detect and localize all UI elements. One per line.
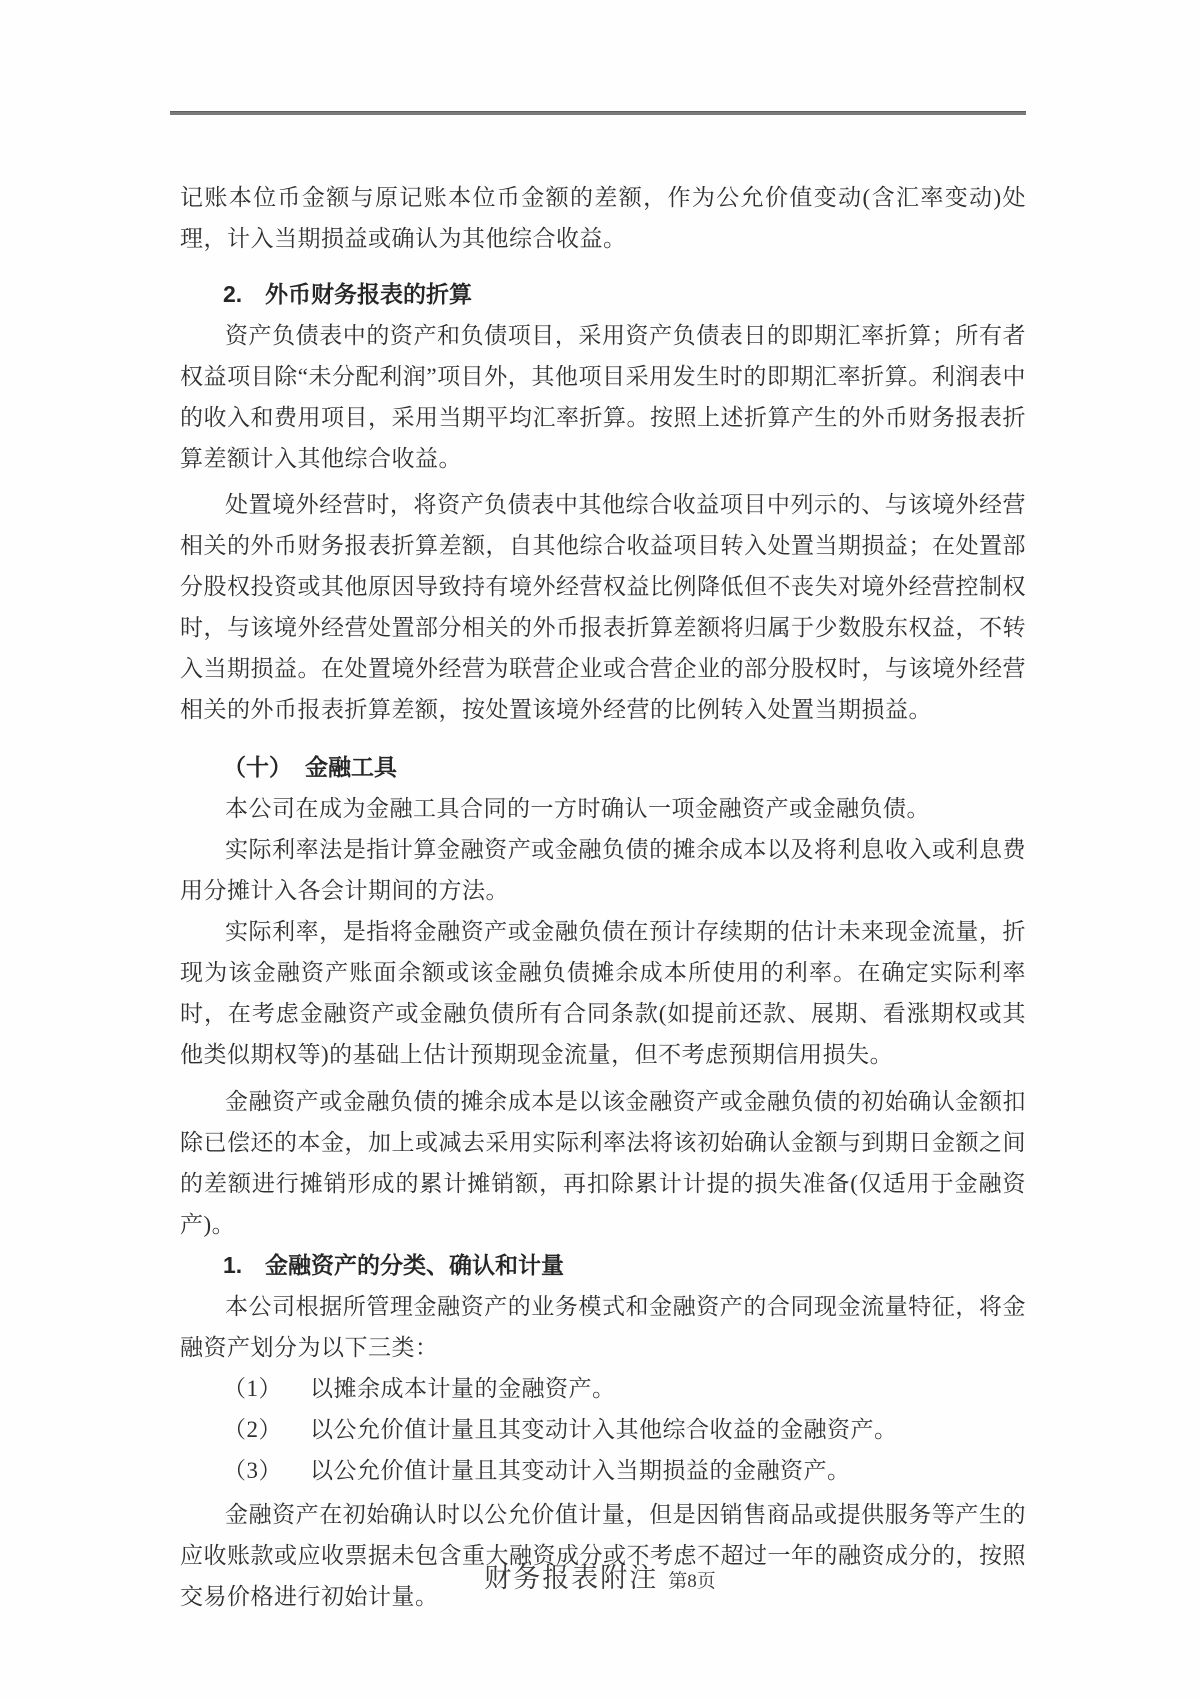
list-item-text: 以公允价值计量且其变动计入其他综合收益的金融资产。 <box>310 1417 898 1442</box>
heading-fx-translation <box>180 274 1026 315</box>
list-item-text: 以摊余成本计量的金融资产。 <box>310 1376 616 1401</box>
paragraph-classification-intro: 本公司根据所管理金融资产的业务模式和金融资产的合同现金流量特征，将金融资产划分为以下三类： <box>180 1294 1026 1360</box>
header-divider <box>170 111 1026 115</box>
heading-title: 金融资产的分类、确认和计量 <box>265 1252 564 1278</box>
heading-title: 外币财务报表的折算 <box>265 281 472 307</box>
paragraph-fi-1: 本公司在成为金融工具合同的一方时确认一项金融资产或金融负债。 <box>225 796 930 821</box>
paragraph-fi-3: 实际利率，是指将金融资产或金融负债在预计存续期的估计未来现金流量，折现为该金融资产账面余额或该金融负债摊余成本所使用的利率。在确定实际利率时，在考虑金融资产或金融负债所有合同条款(如提前还款、展期、看涨期权或其他类似期权等)的基础上估计预期现金流量，但不考虑预期信用损失。 <box>180 919 1026 1067</box>
footer-title: 财务报表附注 <box>484 1563 659 1593</box>
heading-financial-instruments <box>180 747 1026 788</box>
heading-title: 金融工具 <box>305 754 397 780</box>
list-item <box>180 1409 1026 1450</box>
list-item <box>180 1368 1026 1409</box>
page-footer <box>0 1556 1200 1595</box>
footer-page-number: 第8页 <box>668 1571 716 1592</box>
paragraph-fx-1: 资产负债表中的资产和负债项目，采用资产负债表日的即期汇率折算；所有者权益项目除“未分配利润”项目外，其他项目采用发生时的即期汇率折算。利润表中的收入和费用项目，采用当期平均汇率折算。按照上述折算产生的外币财务报表折算差额计入其他综合收益。 <box>180 323 1026 471</box>
heading-number: 2. <box>223 281 243 307</box>
heading-number: （十） <box>223 754 292 780</box>
heading-number: 1. <box>223 1252 243 1278</box>
paragraph-fx-2: 处置境外经营时，将资产负债表中其他综合收益项目中列示的、与该境外经营相关的外币财务报表折算差额，自其他综合收益项目转入处置当期损益；在处置部分股权投资或其他原因导致持有境外经营权益比例降低但不丧失对境外经营控制权时，与该境外经营处置部分相关的外币报表折算差额将归属于少数股东权益，不转入当期损益。在处置境外经营为联营企业或合营企业的部分股权时，与该境外经营相关的外币报表折算差额，按处置该境外经营的比例转入处置当期损益。 <box>180 492 1026 722</box>
paragraph-initial-measurement: 金融资产在初始确认时以公允价值计量，但是因销售商品或提供服务等产生的应收账款或应收票据未包含重大融资成分或不考虑不超过一年的融资成分的，按照交易价格进行初始计量。 <box>180 1502 1026 1609</box>
list-item-number: （2） <box>223 1417 282 1442</box>
document-body <box>180 177 1026 1617</box>
paragraph-carryover: 记账本位币金额与原记账本位币金额的差额，作为公允价值变动(含汇率变动)处理，计入当期损益或确认为其他综合收益。 <box>180 185 1026 251</box>
paragraph-fi-4: 金融资产或金融负债的摊余成本是以该金融资产或金融负债的初始确认金额扣除已偿还的本金，加上或减去采用实际利率法将该初始确认金额与到期日金额之间的差额进行摊销形成的累计摊销额，再扣除累计计提的损失准备(仅适用于金融资产)。 <box>180 1089 1026 1237</box>
heading-classification <box>180 1245 1026 1286</box>
list-item <box>180 1450 1026 1491</box>
list-item-number: （3） <box>223 1458 282 1483</box>
list-item-number: （1） <box>223 1376 282 1401</box>
list-item-text: 以公允价值计量且其变动计入当期损益的金融资产。 <box>310 1458 851 1483</box>
paragraph-fi-2: 实际利率法是指计算金融资产或金融负债的摊余成本以及将利息收入或利息费用分摊计入各会计期间的方法。 <box>180 837 1026 903</box>
